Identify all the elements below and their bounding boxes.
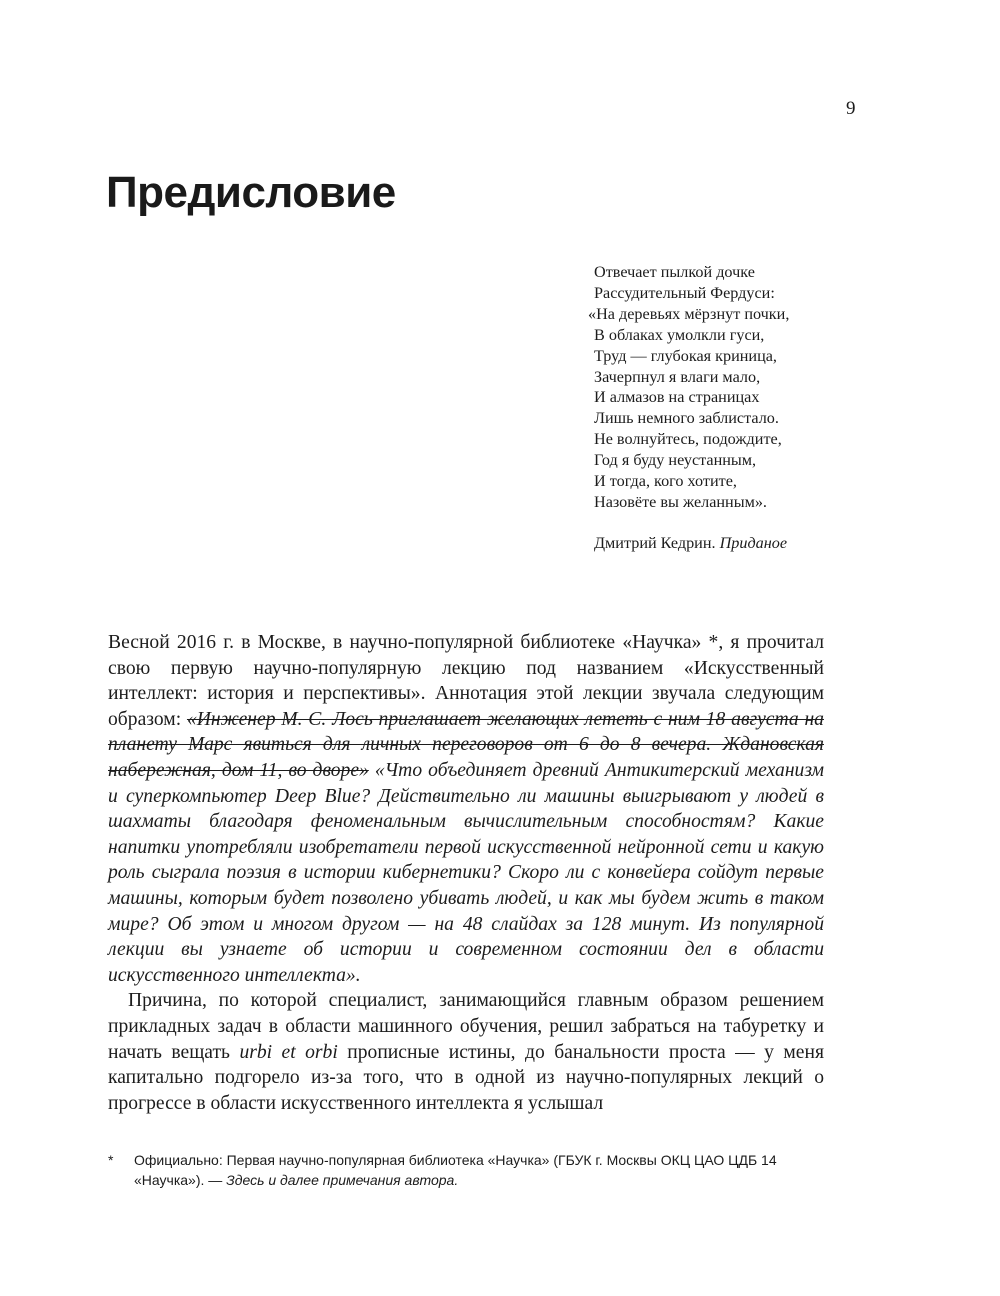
- epigraph-line: И алмазов на страницах: [594, 388, 760, 407]
- epigraph-line: Год я буду неустанным,: [594, 451, 757, 470]
- epigraph-author: Дмитрий Кедрин.: [594, 533, 716, 552]
- footnote-body: Официально: Первая научно-популярная библиотека «Научка» (ГБУК г. Москвы ОКЦ ЦАО ЦДБ 14 «Научка»). —: [134, 1152, 777, 1188]
- epigraph-line: Назовёте вы желанным».: [594, 492, 767, 511]
- struck-quote: «Инженер М. С. Лось приглашает желающих лететь с ним 18 августа на планету Марс явиться для личных переговоров от 6 до 8 вечера. Ждановская набережная, дом 11, во дворе»: [108, 708, 824, 781]
- epigraph-attribution: [594, 533, 924, 554]
- epigraph-line: Труд — глубокая криница,: [594, 346, 777, 365]
- epigraph: [588, 262, 924, 554]
- footnote-text: [134, 1150, 838, 1190]
- epigraph-line: И тогда, кого хотите,: [594, 472, 737, 491]
- epigraph-line: Рассудительный Фердуси:: [594, 283, 775, 302]
- paragraph-1: [108, 630, 824, 988]
- footnote: [108, 1150, 838, 1190]
- paragraph-2-before: Причина, по которой специалист, занимающийся главным образом решением прикладных задач в области машинного обучения, решил забраться на табуретку и начать вещать: [108, 990, 824, 1063]
- latin-phrase: urbi et orbi: [239, 1041, 338, 1063]
- epigraph-line: «На деревьях мёрзнут почки,: [588, 304, 790, 323]
- page-number: 9: [846, 98, 856, 119]
- epigraph-line: Зачерпнул я влаги мало,: [594, 367, 761, 386]
- epigraph-line: Лишь немного заблистало.: [594, 409, 779, 428]
- body-text: [108, 630, 824, 1116]
- paragraph-1-intro: Весной 2016 г. в Москве, в научно-популярной библиотеке «Научка» *, я прочитал свою первую научно-популярную лекцию под названием «Искусственный интеллект: история и перспективы». Аннотация этой лекции звучала следующим образом:: [108, 632, 824, 730]
- footnote-mark: *: [108, 1152, 114, 1168]
- paragraph-2: [108, 988, 824, 1116]
- epigraph-work: Приданое: [719, 533, 788, 552]
- epigraph-line: Не волнуйтесь, подождите,: [594, 430, 782, 449]
- epigraph-line: Отвечает пылкой дочке: [594, 263, 755, 281]
- footnote-note: Здесь и далее примечания автора.: [226, 1172, 459, 1188]
- epigraph-line: В облаках умолкли гуси,: [594, 325, 765, 344]
- chapter-title: Предисловие: [106, 168, 396, 217]
- paragraph-2-after: прописные истины, до банальности проста — у меня капитально подгорело из-за того, что в одной из научно-популярных лекций о прогрессе в области искусственного интеллекта я услышал: [108, 1041, 824, 1114]
- lecture-annotation: «Что объединяет древний Антикитерский механизм и суперкомпьютер Deep Blue? Действительно ли машины выигрывают у людей в шахматы благодаря феноменальным вычислительным способностям? Какие напитки употребляли изобретатели первой искусственной нейронной сети и какую роль сыграла поэзия в истории кибернетики? Скоро ли с конвейера сойдут первые машины, которым будет позволено убивать людей, и как мы будем жить в таком мире? Об этом и многом другом — на 48 слайдах за 128 минут. Из популярной лекции вы узнаете об истории и современном состоянии дел в области искусственного интеллекта».: [108, 759, 824, 986]
